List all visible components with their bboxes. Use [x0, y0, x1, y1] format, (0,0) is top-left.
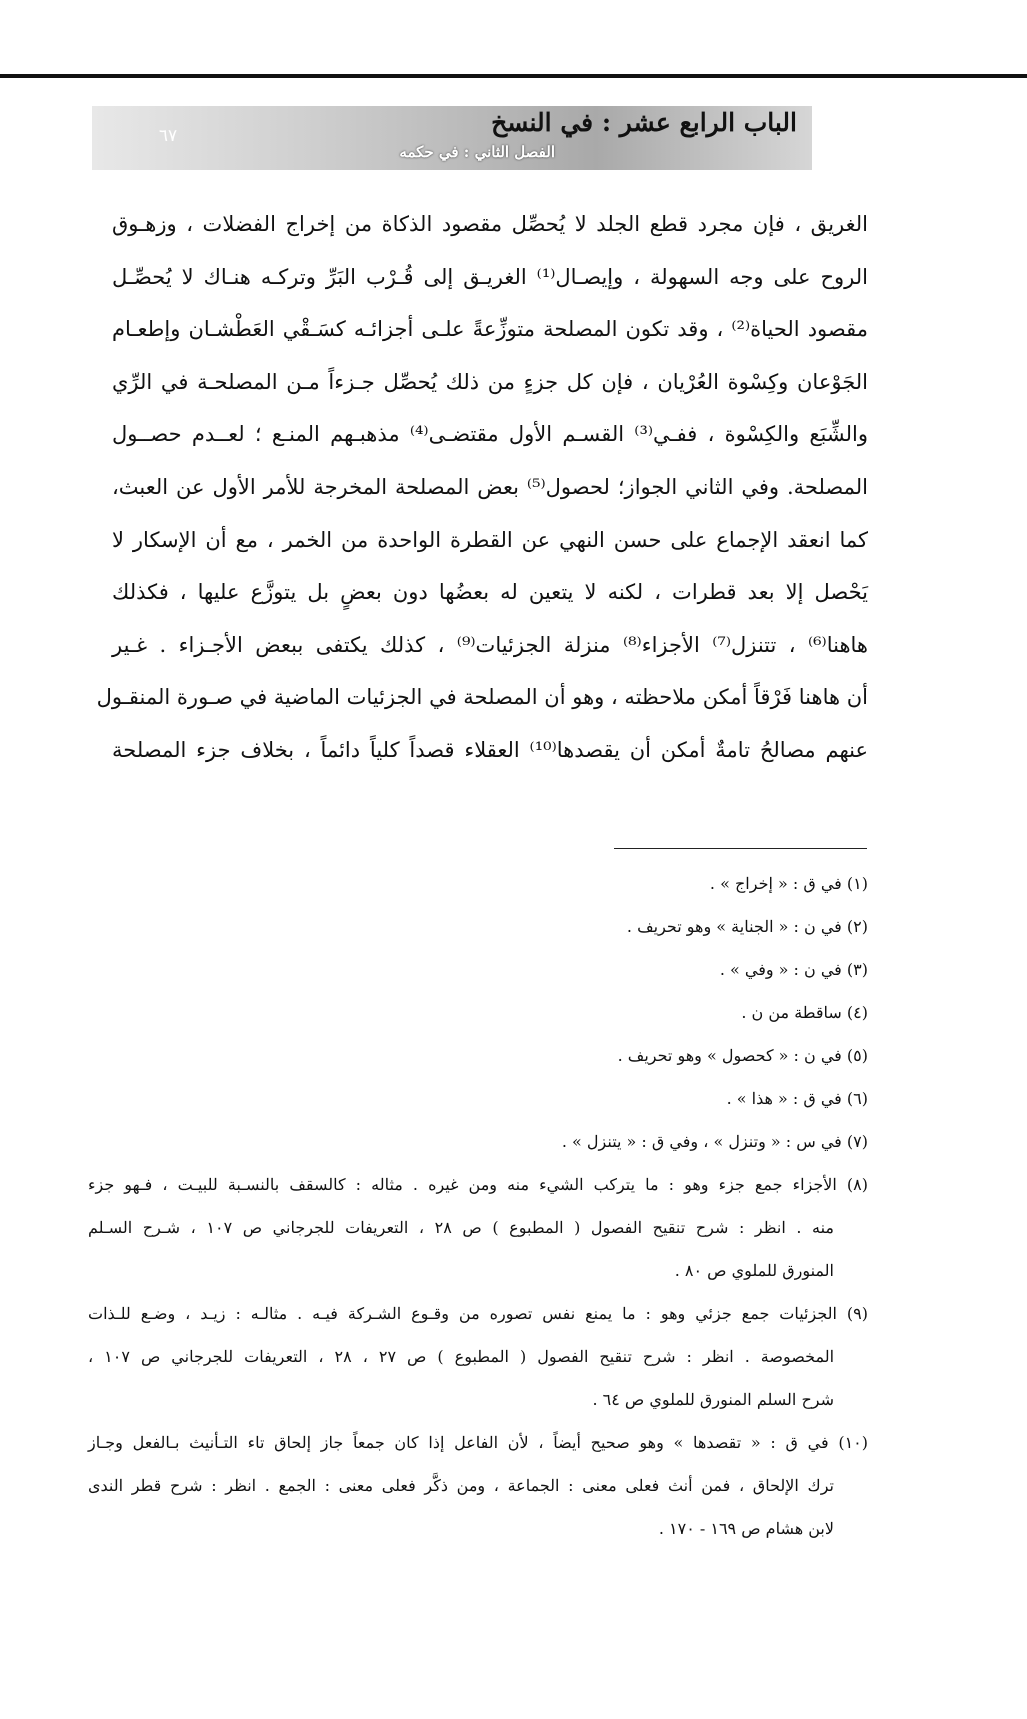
top-rule: [0, 74, 1027, 78]
body-line: والشِّبَع والكِسْوة ، ففـي⁽³⁾ القسـم الأول مقتضـى⁽⁴⁾ مذهبـهم المنـع ؛ لعــدم حصــول: [112, 422, 868, 447]
body-line: يَحْصل إلا بعد قطرات ، لكنه لا يتعين له بعضُها دون بعضٍ بل يتوزَّع عليها ، فكذلك: [112, 580, 868, 605]
footnote-line: (٨) الأجزاء جمع جزء وهو : ما يتركب الشيء منه ومن غيره . مثاله : كالسقف بالنسـبة للبيـت ، فـهو جزء: [88, 1175, 868, 1194]
body-line: الروح على وجه السهولة ، وإيصـال⁽¹⁾ الغريـق إلى قُـرْب البَرِّ وتركـه هنـاك لا يُحصِّـل: [112, 264, 868, 289]
footnotes: [88, 862, 868, 1550]
footnote-line: (١٠) في ق : « تقصدها » وهو صحيح أيضاً ، لأن الفاعل إذا كان جمعاً جاز إلحاق تاء التـأنيث بـالفعل وجـاز: [88, 1433, 868, 1452]
body-line: مقصود الحياة⁽²⁾ ، وقد تكون المصلحة متوزِّعةً علـى أجزائـه كسَـقْي العَطْشـان وإطعـام: [112, 317, 868, 342]
footnote-line: ترك الإلحاق ، فمن أنث فعلى معنى : الجماعة ، ومن ذكَّر فعلى معنى : الجمع . انظر : شرح قطر الندى: [88, 1476, 834, 1495]
footnote-4: (٤) ساقطة من ن .: [741, 1003, 868, 1022]
footnote-separator: [614, 848, 867, 849]
footnote-3: (٣) في ن : « وفي » .: [719, 960, 868, 979]
chapter-title: الباب الرابع عشر : في النسخ: [491, 108, 797, 137]
footnote-9: [88, 1292, 868, 1421]
footnote-line: منه . انظر : شرح تنقيح الفصول ( المطبوع ) ص ٢٨ ، التعريفات للجرجاني ص ١٠٧ ، شـرح السـلم: [88, 1218, 834, 1237]
footnote-line: (٩) الجزئيات جمع جزئي وهو : ما يمنع نفس تصوره من وقـوع الشـركة فيـه . مثالـه : زيـد ، وضـع للـذات: [88, 1304, 868, 1323]
body-line: كما انعقد الإجماع على حسن النهي عن القطرة الواحدة من الخمر ، مع أن الإسكار لا: [112, 527, 868, 552]
footnote-line: لابن هشام ص ١٦٩ - ١٧٠ .: [658, 1519, 834, 1538]
body-line: الجَوْعان وكِسْوة العُرْيان ، فإن كل جزءٍ من ذلك يُحصِّل جـزءاً مـن المصلحـة في الرِّي: [112, 369, 868, 394]
page-number: ٦٧: [158, 126, 178, 146]
footnote-line: شرح السلم المنورق للملوي ص ٦٤ .: [592, 1390, 834, 1409]
footnote-2: (٢) في ن : « الجناية » وهو تحريف .: [626, 917, 868, 936]
section-title: الفصل الثاني : في حكمه: [399, 143, 555, 161]
footnote-line: المخصوصة . انظر : شرح تنقيح الفصول ( المطبوع ) ص ٢٧ ، ٢٨ ، التعريفات للجرجاني ص ١٠٧ ،: [88, 1347, 835, 1366]
body-line: عنهم مصالحُ تامةٌ أمكن أن يقصدها⁽¹⁰⁾ العقلاء قصداً كلياً دائماً ، بخلاف جزء المصلحة: [112, 737, 869, 762]
footnote-6: (٦) في ق : « هذا » .: [726, 1089, 868, 1108]
body-text: [96, 198, 869, 777]
footnote-7: (٧) في س : « وتنزل » ، وفي ق : « يتنزل » .: [561, 1132, 868, 1151]
body-line: هاهنا⁽⁶⁾ ، تتنزل⁽⁷⁾ الأجزاء⁽⁸⁾ منزلة الجزئيات⁽⁹⁾ ، كذلك يكتفى ببعض الأجـزاء . غـير: [112, 632, 868, 657]
footnote-8: [88, 1163, 868, 1292]
footnote-1: (١) في ق : « إخراج » .: [709, 874, 868, 893]
footnote-line: المنورق للملوي ص ٨٠ .: [674, 1261, 834, 1280]
body-line: الغريق ، فإن مجرد قطع الجلد لا يُحصِّل مقصود الذكاة من إخراج الفضلات ، وزهـوق: [112, 212, 868, 236]
body-line: المصلحة. وفي الثاني الجواز؛ لحصول⁽⁵⁾ بعض المصلحة المخرجة للأمر الأول عن العبث،: [112, 474, 868, 499]
footnote-10: [88, 1421, 868, 1550]
body-line: أن هاهنا فَرْقاً أمكن ملاحظته ، وهو أن المصلحة في الجزئيات الماضية في صـورة المنقـول: [96, 685, 868, 710]
footnote-5: (٥) في ن : « كحصول » وهو تحريف .: [617, 1046, 868, 1065]
